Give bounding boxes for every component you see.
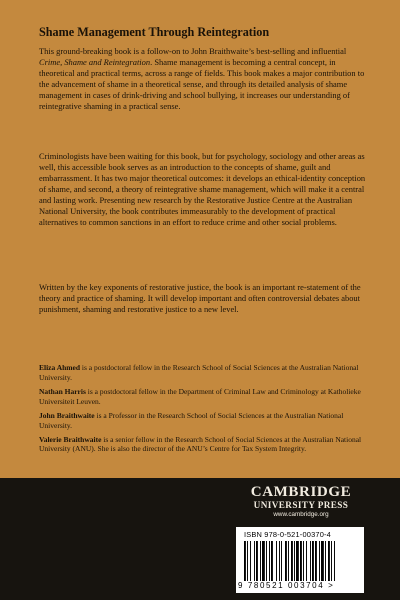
blurb-paragraph-1 (39, 46, 369, 112)
blurb-p1-text-b: . Shame management is becoming a central concept, in theoretical and practical terms, across a range of fields. This book makes a major contribution to the advancement of shame in a theoretical sense, and through its detailed analysis of shame management in cases of drink-driving and school bullying, it increases our understanding of reintegrative shaming in a practical sense. (39, 56, 365, 111)
author-bio-text: is a Professor in the Research School of Social Sciences at the Australian National University. (39, 410, 344, 430)
blurb-p1-book-ref: Crime, Shame and Reintegration (39, 56, 151, 67)
author-bio (39, 411, 369, 430)
author-name: Nathan Harris (39, 386, 86, 396)
author-bios (39, 363, 369, 459)
publisher-logo (236, 484, 366, 519)
author-name: John Braithwaite (39, 410, 95, 420)
barcode-icon (244, 541, 356, 581)
blurb-paragraph-3: Written by the key exponents of restorative justice, the book is an important re-statement of the theory and practice of shaming. It will develop important and often controversial debates about punishment, shaming and restorative justice to a new level. (39, 282, 361, 314)
author-bio (39, 363, 369, 382)
author-bio-text: is a postdoctoral fellow in the Research School of Social Sciences at the Australian National University. (39, 363, 359, 382)
book-title: Shame Management Through Reintegration (39, 25, 270, 39)
author-name: Eliza Ahmed (39, 363, 81, 372)
barcode-digits: 9 780521 003704 > (238, 581, 335, 590)
author-name: Valerie Braithwaite (39, 434, 102, 444)
publisher-url: www.cambridge.org (273, 511, 329, 518)
author-bio (39, 435, 369, 454)
author-bio-text: is a postdoctoral fellow in the Department of Criminal Law and Criminology at Katholieke Universiteit Leuven. (39, 386, 361, 406)
publisher-name: CAMBRIDGE (250, 484, 352, 500)
author-bio-text: is a senior fellow in the Research School of Social Sciences at the Australian National University (ANU). She is also the director of the ANU’s Centre for Tax System Integrity. (39, 434, 362, 454)
barcode-label (236, 527, 364, 593)
isbn-number: ISBN 978-0-521-00370-4 (244, 530, 331, 539)
blurb-paragraph-2: Criminologists have been waiting for this book, but for psychology, sociology and other areas as well, this accessible book serves as an introduction to the concepts of shame, guilt and embarrassment. It has two major theoretical outcomes: it develops an ethical-identity conception of shame, and second, a theory of reintegrative shame management, which will make it a central and lasting work. Presenting new research by the Restorative Justice Centre at the Australian National University, the book contributes immeasurably to the development of practical alternatives to common sanctions in an effort to reduce crime and other social problems. (39, 151, 366, 227)
author-bio (39, 387, 369, 406)
blurb-p1-text-a: This ground-breaking book is a follow-on to John Braithwaite’s best-selling and influential (39, 46, 347, 56)
publisher-sub: UNIVERSITY PRESS (253, 500, 349, 510)
